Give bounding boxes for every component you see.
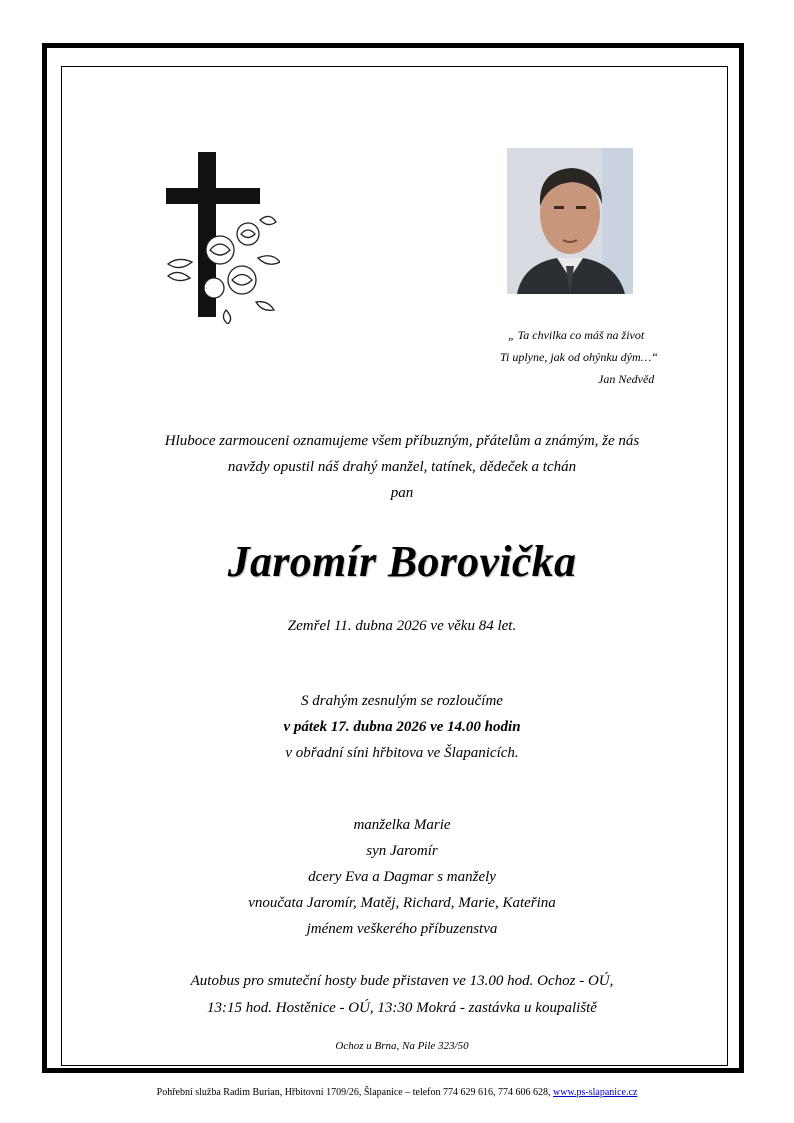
farewell-line-1: S drahým zesnulým se rozloučíme [301, 693, 503, 709]
farewell-place: v obřadní síni hřbitova ve Šlapanicích. [285, 745, 519, 761]
farewell-date: v pátek 17. dubna 2026 ve 14.00 hodin [283, 719, 521, 735]
mourners-list [61, 812, 743, 942]
footer-website-link[interactable]: www.ps-slapanice.cz [553, 1087, 638, 1098]
deceased-name: Jaromír Borovička [227, 537, 577, 586]
footer-funeral-service [0, 1087, 794, 1098]
mourner-item: vnoučata Jaromír, Matěj, Richard, Marie, Kateřina [248, 895, 556, 911]
footer-text: Pohřební služba Radim Burian, Hřbitovní 1709/26, Šlapanice – telefon 774 629 616, 774 606 628, [156, 1087, 553, 1098]
bus-line-1: Autobus pro smuteční hosty bude přistaven ve 13.00 hod. Ochoz - OÚ, [190, 973, 614, 989]
intro-line-3: pan [390, 485, 414, 501]
quote-block [500, 324, 700, 390]
announcement-intro [61, 428, 743, 506]
portrait-photo [507, 148, 633, 294]
mourner-item: manželka Marie [353, 817, 451, 833]
quote-line-1: „ Ta chvilka co máš na život [508, 328, 645, 342]
quote-author: Jan Nedvěd [598, 372, 655, 386]
intro-line-1: Hluboce zarmouceni oznamujeme všem příbuzným, přátelům a známým, že nás [164, 433, 640, 449]
mourner-item: jménem veškerého příbuzenstva [306, 921, 498, 937]
quote-line-2: Ti uplyne, jak od ohýnku dým…“ [500, 350, 658, 364]
mourner-item: syn Jaromír [366, 843, 438, 859]
bus-line-2: 13:15 hod. Hostěnice - OÚ, 13:30 Mokrá - zastávka u koupaliště [207, 1000, 597, 1016]
cross-with-roses-icon [162, 150, 280, 324]
mourner-item: dcery Eva a Dagmar s manžely [308, 869, 496, 885]
bus-info [61, 968, 743, 1022]
family-address: Ochoz u Brna, Na Pile 323/50 [335, 1040, 469, 1052]
farewell-info [61, 688, 743, 766]
intro-line-2: navždy opustil náš drahý manžel, tatínek, dědeček a tchán [227, 459, 577, 475]
death-date-text: Zemřel 11. dubna 2026 ve věku 84 let. [287, 618, 517, 634]
